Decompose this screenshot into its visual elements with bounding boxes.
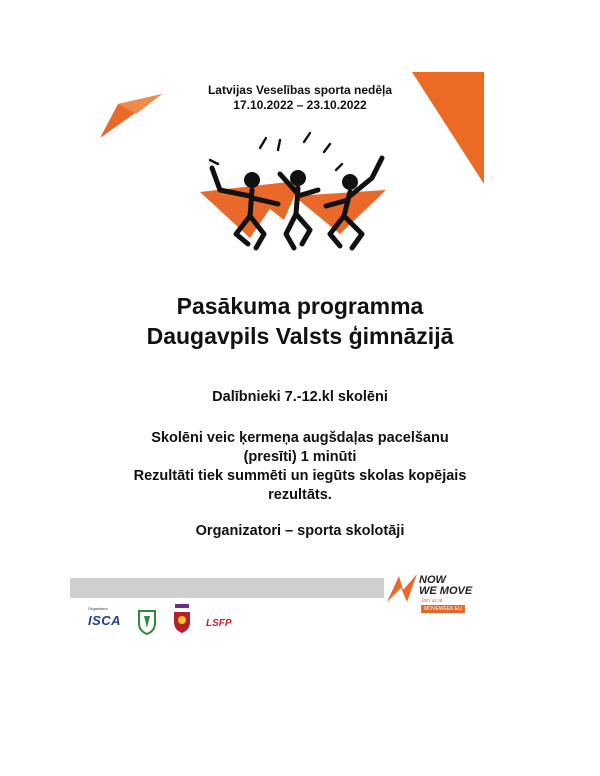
footer-grey-bar xyxy=(70,578,384,598)
now-we-move-logo xyxy=(385,572,490,620)
coat-of-arms-logo xyxy=(171,604,193,634)
results-line1: Rezultāti tiek summēti un iegūts skolas kopējais xyxy=(133,468,467,484)
activity-line1: Skolēni veic ķermeņa augšdaļas pacelšanu xyxy=(151,430,449,446)
participants-text: Dalībnieki 7.-12.kl skolēni xyxy=(212,389,388,405)
dancing-people-illustration xyxy=(190,130,410,255)
activity-description xyxy=(0,429,600,505)
page-title-line2: Daugavpils Valsts ģimnāzijā xyxy=(146,323,454,349)
now-we-move-join-text: Join us at xyxy=(421,598,443,604)
results-line2: rezultāts. xyxy=(268,487,332,503)
partner-logos xyxy=(88,604,258,644)
page-title xyxy=(0,291,600,351)
activity-line2: (presīti) 1 minūti xyxy=(243,449,357,465)
moveweek-url-badge: MOVEWEEK.EU xyxy=(421,605,465,613)
isca-logo: ISCA xyxy=(88,613,122,628)
green-shield-logo xyxy=(137,609,157,635)
organisers-label: Organisers xyxy=(88,606,108,611)
lsfp-logo: LSFP xyxy=(206,618,232,629)
event-date-range: 17.10.2022 – 23.10.2022 xyxy=(233,98,367,112)
now-we-move-wordmark: NOW WE MOVE xyxy=(419,574,473,597)
organizers-text: Organizatori – sporta skolotāji xyxy=(195,523,405,539)
event-name: Latvijas Veselības sporta nedēļa xyxy=(207,83,393,97)
page-title-line1: Pasākuma programma xyxy=(176,293,424,319)
now-we-move-arrow-icon xyxy=(385,572,419,604)
event-header xyxy=(0,83,600,113)
